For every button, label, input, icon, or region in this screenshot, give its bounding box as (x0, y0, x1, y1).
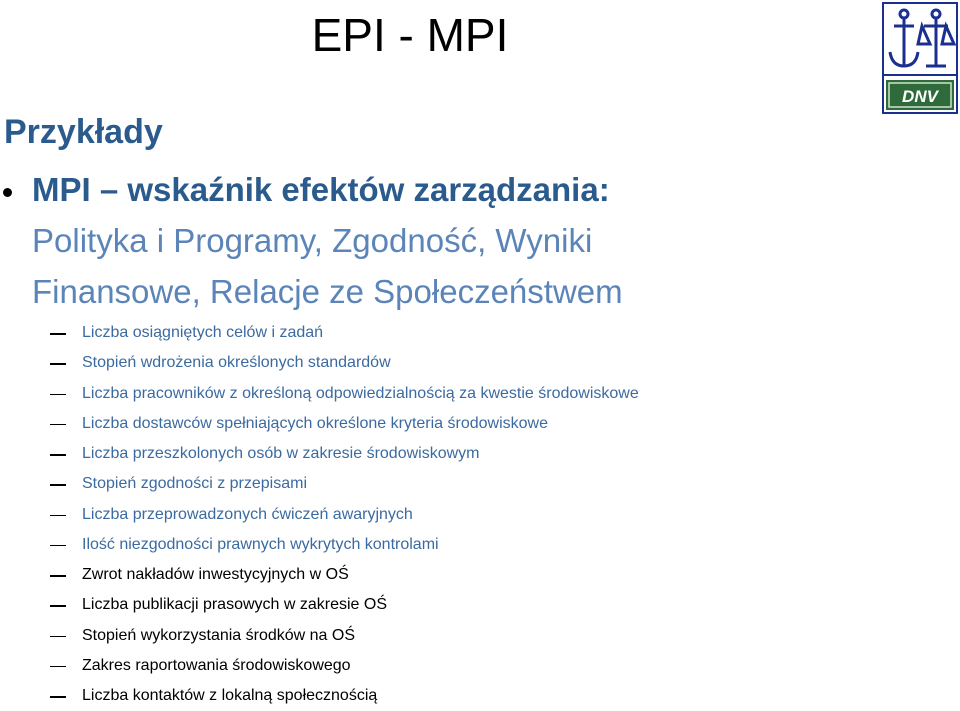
bullet-subtitle-line2: Finansowe, Relacje ze Społeczeństwem (32, 273, 623, 310)
list-item (0, 469, 880, 499)
list-item (0, 590, 880, 620)
list-item (0, 530, 880, 560)
dash-icon (50, 636, 66, 638)
indicator-list (0, 318, 880, 711)
list-item (0, 439, 880, 469)
dash-icon (50, 394, 66, 396)
list-item (0, 560, 880, 590)
dash-icon (50, 575, 66, 577)
list-item-text: Liczba kontaktów z lokalną społecznością (82, 687, 378, 704)
list-item (0, 379, 880, 409)
list-item-text: Liczba pracowników z określoną odpowiedzialnością za kwestie środowiskowe (82, 384, 639, 402)
list-item (0, 500, 880, 530)
dash-icon (50, 666, 66, 668)
list-item-text: Stopień zgodności z przepisami (82, 475, 308, 493)
section-heading: Przykłady (4, 113, 163, 151)
list-item (0, 681, 880, 711)
list-item-text: Zakres raportowania środowiskowego (82, 656, 351, 674)
dash-icon (50, 696, 66, 698)
dash-icon (50, 333, 66, 335)
bullet-subtitle-line1: Polityka i Programy, Zgodność, Wyniki (32, 222, 593, 259)
dash-icon (50, 545, 66, 547)
dnv-logo (880, 0, 960, 116)
dash-icon (50, 454, 66, 456)
list-item (0, 651, 880, 681)
dash-icon (50, 424, 66, 426)
list-item (0, 318, 880, 348)
list-item (0, 409, 880, 439)
page-title: EPI - MPI (311, 9, 509, 61)
dash-icon (50, 515, 66, 517)
bullet-dot-icon (3, 188, 12, 197)
dash-icon (50, 605, 66, 607)
list-item-text: Liczba publikacji prasowych w zakresie OŚ (82, 596, 388, 614)
list-item-text: Liczba dostawców spełniających określone kryteria środowiskowe (82, 414, 548, 432)
list-item-text: Zwrot nakładów inwestycyjnych w OŚ (82, 566, 349, 583)
logo-text: DNV (902, 87, 938, 106)
list-item-text: Liczba przeprowadzonych ćwiczeń awaryjnych (82, 505, 413, 523)
bullet-title: MPI – wskaźnik efektów zarządzania: (32, 171, 610, 208)
list-item (0, 348, 880, 378)
list-item-text: Liczba osiągniętych celów i zadań (82, 324, 324, 341)
dash-icon (50, 484, 66, 486)
list-item (0, 621, 880, 651)
list-item-text: Liczba przeszkolonych osób w zakresie środowiskowym (82, 445, 480, 462)
dash-icon (50, 363, 66, 365)
list-item-text: Stopień wykorzystania środków na OŚ (82, 626, 356, 644)
list-item-text: Ilość niezgodności prawnych wykrytych kontrolami (82, 535, 439, 553)
list-item-text: Stopień wdrożenia określonych standardów (82, 354, 391, 372)
